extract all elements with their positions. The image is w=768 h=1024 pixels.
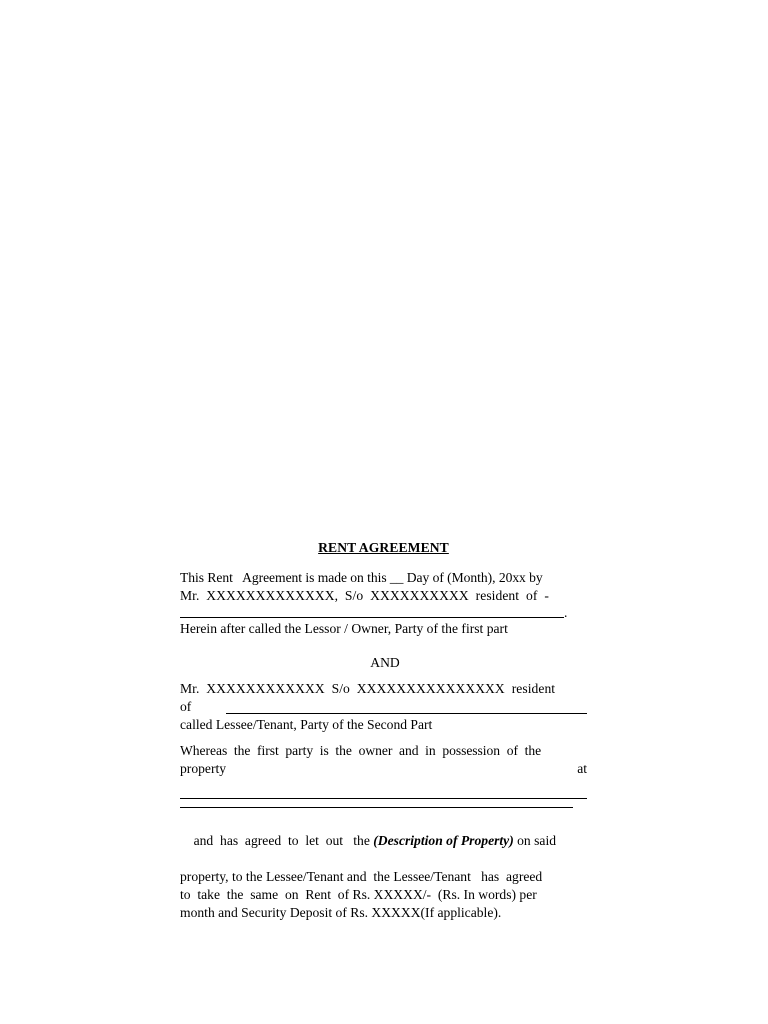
agree-text-post: on said	[513, 833, 557, 848]
agree-line-2: property, to the Lessee/Tenant and the Lessee/Tenant has agreed	[180, 869, 543, 884]
lessee-of-label: of	[180, 699, 192, 714]
agree-line-4: month and Security Deposit of Rs. XXXXX(If applicable).	[180, 905, 502, 920]
lessee-line: Mr. XXXXXXXXXXXX S/o XXXXXXXXXXXXXXX resident	[180, 681, 556, 696]
intro-line: This Rent Agreement is made on this __ Day of (Month), 20xx by	[180, 570, 543, 585]
property-rule-area-2	[180, 802, 587, 814]
lessor-address-period: .	[564, 605, 568, 620]
lessee-address-rule	[226, 713, 587, 714]
rent-agreement-body	[180, 539, 587, 922]
property-rule-2	[180, 807, 573, 808]
description-of-property: (Description of Property)	[373, 833, 514, 848]
lessor-role-text: Herein after called the Lessor / Owner, Party of the first part	[180, 621, 508, 636]
lessor-address-blank	[180, 605, 587, 619]
and-separator: AND	[370, 655, 400, 670]
agree-text-pre: and has agreed to let out the	[193, 833, 374, 848]
property-rule-1	[180, 798, 587, 799]
agree-line-1	[180, 814, 587, 868]
lessee-address-row	[180, 698, 587, 716]
property-rule-area	[180, 778, 587, 802]
document-title: RENT AGREEMENT	[318, 540, 449, 555]
whereas-line: Whereas the first party is the owner and in possession of the	[180, 743, 542, 758]
lessee-role-text: called Lessee/Tenant, Party of the Second Part	[180, 717, 433, 732]
agree-line-3: to take the same on Rent of Rs. XXXXX/- (Rs. In words) per	[180, 887, 537, 902]
lessor-line: Mr. XXXXXXXXXXXXX, S/o XXXXXXXXXX resident of -	[180, 588, 549, 603]
property-word: property	[180, 761, 227, 776]
spacer	[180, 734, 587, 742]
lessor-address-rule	[180, 617, 564, 618]
property-at-line	[180, 760, 587, 778]
at-word: at	[577, 761, 587, 776]
